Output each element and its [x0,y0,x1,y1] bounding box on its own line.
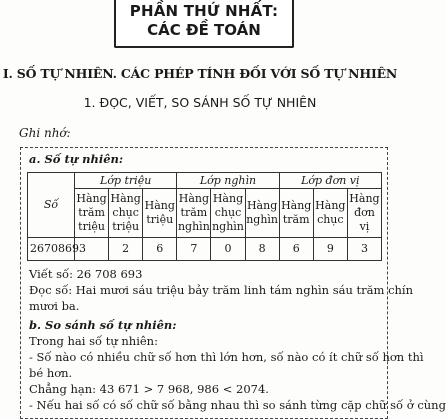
digit-cell: 6 [143,238,177,261]
digit-cell: 0 [211,238,245,261]
place-header: Hàng chục triệu [109,189,143,238]
place-header: Hàng nghìn [245,189,279,238]
digit-cell: 8 [245,238,279,261]
class-header-millions: Lớp triệu [75,173,177,189]
digit-cell: 2 [109,238,143,261]
place-header: Hàng chục [313,189,347,238]
write-number-line: Viết số: 26 708 693 [29,267,143,281]
section-title: I. SỐ TỰ NHIÊN. CÁC PHÉP TÍNH ĐỐI VỚI SỐ TỰ NHIÊN [2,66,398,81]
part-subtitle: CÁC ĐỀ TOÁN [147,21,261,39]
place-header: Hàng đơn vị [347,189,381,238]
digit-cell: 6 [279,238,313,261]
place-value-table [27,172,382,261]
place-header: Hàng trăm triệu [75,189,109,238]
place-header: Hàng trăm [279,189,313,238]
place-header: Hàng trăm nghìn [177,189,211,238]
digit-cell: 3 [347,238,381,261]
read-number-line-cont: mươi ba. [29,299,80,313]
note-label: Ghi nhớ: [19,126,71,140]
rule-line: Trong hai số tự nhiên: [29,334,158,348]
place-header: Hàng triệu [143,189,177,238]
note-box [20,147,446,419]
number-column-header: Số [28,173,75,238]
part-title: PHẦN THỨ NHẤT: [129,2,279,20]
digit-cell: 7 [177,238,211,261]
class-header-thousands: Lớp nghìn [177,173,279,189]
subsection-title: 1. ĐỌC, VIẾT, SO SÁNH SỐ TỰ NHIÊN [83,95,317,110]
rule-line: - Số nào có nhiều chữ số hơn thì lớn hơn, số nào có ít chữ số hơn thì [29,350,424,364]
rule-line: - Nếu hai số có số chữ số bằng nhau thì so sánh từng cặp chữ số ở cùng [29,398,446,412]
number-cell: 26708693 [28,238,75,261]
example-line: Chẳng hạn: 43 671 > 7 968, 986 < 2074. [29,382,269,396]
digit-cell: 9 [313,238,347,261]
class-header-units: Lớp đơn vị [279,173,381,189]
rule-line: bé hơn. [29,366,73,380]
part-header [114,0,294,48]
read-number-line: Đọc số: Hai mươi sáu triệu bảy trăm linh tám nghìn sáu trăm chín [29,283,414,297]
place-header: Hàng chục nghìn [211,189,245,238]
part-a-heading: a. Số tự nhiên: [29,152,124,166]
part-b-heading: b. So sánh số tự nhiên: [29,318,177,332]
